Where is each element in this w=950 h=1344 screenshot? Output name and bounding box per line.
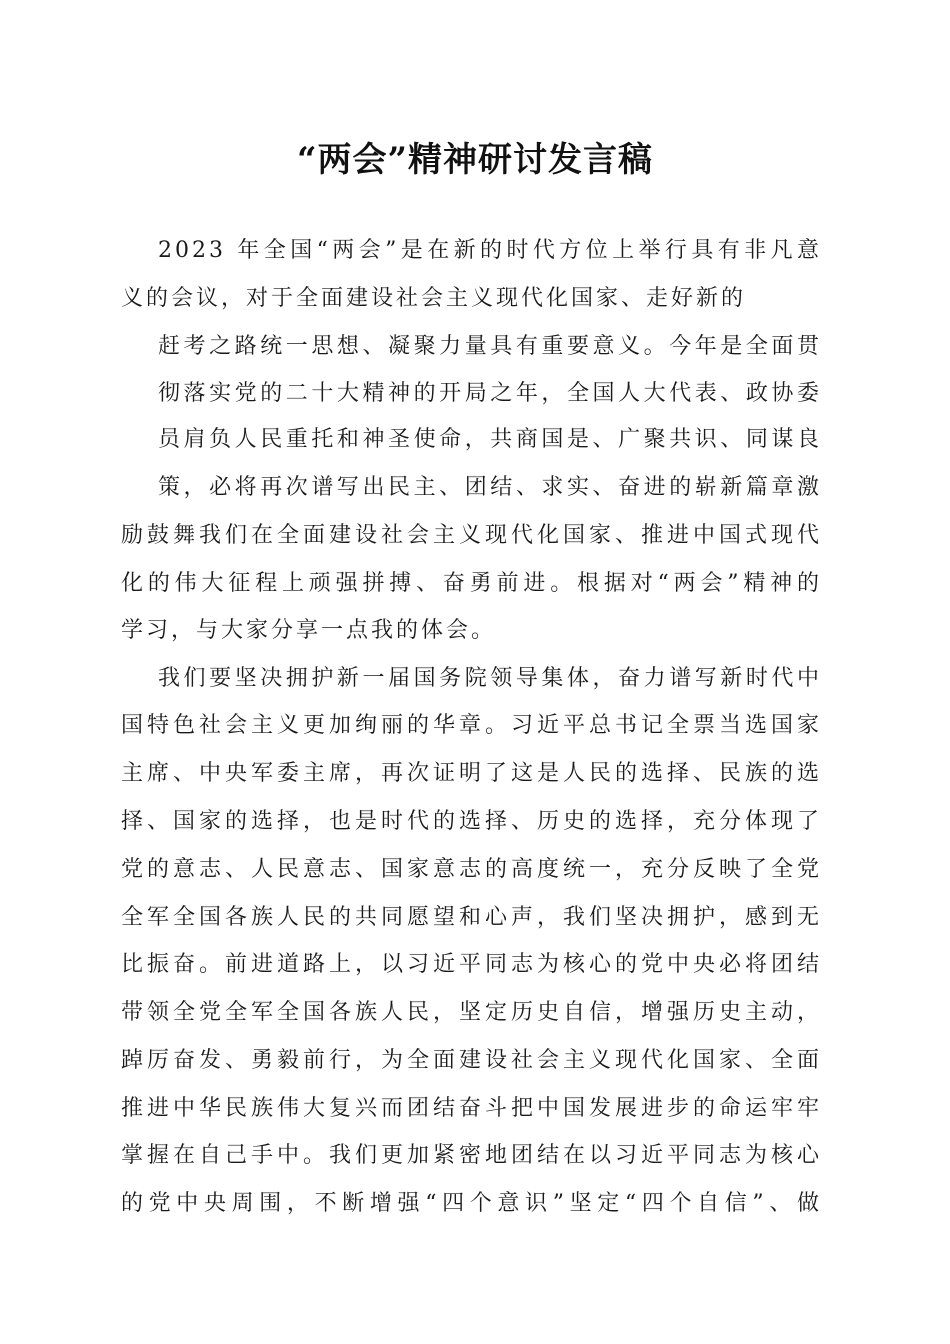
body-line: 的党中央周围，不断增强“四个意识”坚定“四个自信”、做 — [121, 1191, 822, 1216]
body-line: 化的伟大征程上顽强拼搏、奋勇前进。根据对“两会”精神的 — [121, 571, 822, 596]
body-line: 踔厉奋发、勇毅前行，为全面建设社会主义现代化国家、全面 — [121, 1048, 822, 1073]
body-line: 掌握在自己手中。我们更加紧密地团结在以习近平同志为核心 — [121, 1143, 822, 1168]
body-line: 员肩负人民重托和神圣使命，共商国是、广聚共识、同谋良 — [158, 427, 822, 452]
body-line: 带领全党全军全国各族人民，坚定历史自信，增强历史主动， — [121, 1000, 822, 1025]
body-line: 励鼓舞我们在全面建设社会主义现代化国家、推进中国式现代 — [121, 523, 822, 548]
body-line: 策，必将再次谱写出民主、团结、求实、奋进的崭新篇章激 — [158, 475, 822, 500]
body-line: 主席、中央军委主席，再次证明了这是人民的选择、民族的选 — [121, 761, 822, 786]
body-line: 推进中华民族伟大复兴而团结奋斗把中国发展进步的命运牢牢 — [121, 1096, 822, 1121]
document-title: “两会”精神研讨发言稿 — [296, 140, 654, 180]
body-line: 2023 年全国“两会”是在新的时代方位上举行具有非凡意 — [158, 238, 822, 263]
body-line: 党的意志、人民意志、国家意志的高度统一，充分反映了全党 — [121, 857, 822, 882]
body-line: 比振奋。前进道路上，以习近平同志为核心的党中央必将团结 — [121, 952, 822, 977]
body-line: 全军全国各族人民的共同愿望和心声，我们坚决拥护，感到无 — [121, 905, 822, 930]
body-line: 赶考之路统一思想、凝聚力量具有重要意义。今年是全面贯 — [158, 334, 822, 359]
body-line: 义的会议，对于全面建设社会主义现代化国家、走好新的 — [121, 286, 747, 311]
body-line: 学习，与大家分享一点我的体会。 — [121, 618, 497, 643]
body-line: 择、国家的选择，也是时代的选择、历史的选择，充分体现了 — [121, 809, 822, 834]
body-line: 彻落实党的二十大精神的开局之年，全国人大代表、政协委 — [158, 381, 822, 406]
body-line: 国特色社会主义更加绚丽的华章。习近平总书记全票当选国家 — [121, 713, 822, 738]
body-line: 我们要坚决拥护新一届国务院领导集体，奋力谱写新时代中 — [158, 666, 822, 691]
